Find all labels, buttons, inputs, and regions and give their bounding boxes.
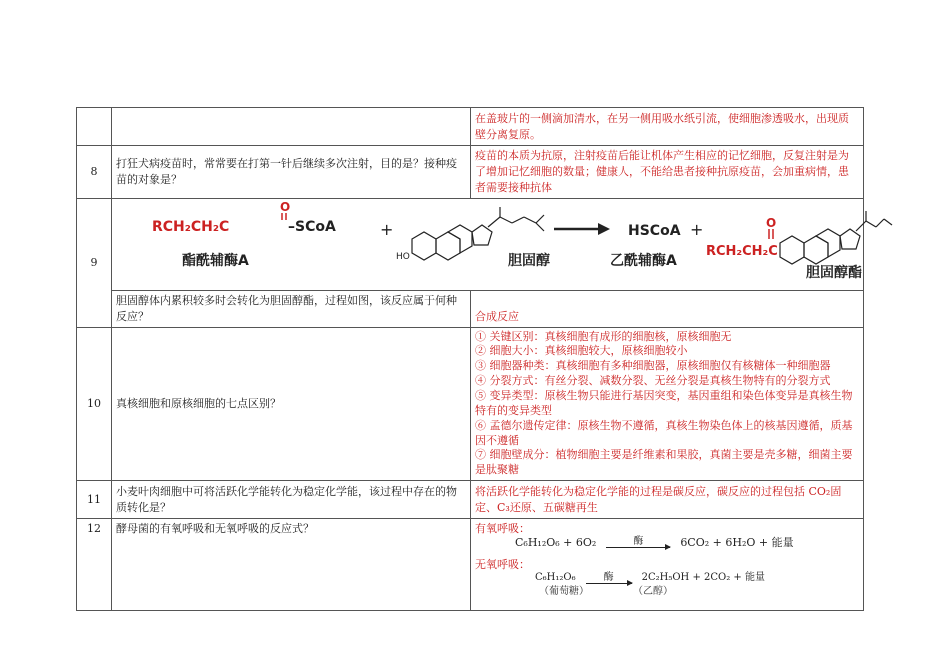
product1-name: 乙酰辅酶A [610, 252, 677, 269]
row-number: 9 [77, 198, 112, 327]
table-row [77, 198, 864, 290]
anaerobic-reactants: C₆H₁₂O₆ [535, 571, 576, 583]
answer-cell: 合成反应 [471, 290, 864, 327]
aerobic-reactants: C₆H₁₂O₆ + 6O₂ [515, 536, 597, 549]
arrow-icon [606, 547, 670, 548]
glucose-note: （葡萄糖） [539, 586, 589, 598]
table-row [77, 327, 864, 480]
enzyme-label: 酶 [603, 571, 614, 583]
qa-table [76, 107, 864, 611]
arrow-icon [586, 583, 632, 584]
row-number: 12 [77, 519, 112, 611]
row-number: 10 [77, 327, 112, 480]
difference-item: ④ 分裂方式：有丝分裂、减数分裂、无丝分裂是真核生物特有的分裂方式 [475, 374, 831, 388]
reactant1-scoa: –SCoA [288, 218, 336, 235]
reaction-arrow-icon [554, 223, 610, 235]
reaction-diagram-cell [112, 198, 864, 290]
question-cell: 酵母菌的有氧呼吸和无氧呼吸的反应式？ [112, 519, 471, 611]
difference-item: ⑥ 孟德尔遗传定律：原核生物不遵循，真核生物染色体上的核基因遵循，质基因不遵循 [475, 418, 853, 447]
enzyme-arrow [606, 537, 670, 548]
answer-cell: 疫苗的本质为抗原，注射疫苗后能让机体产生相应的记忆细胞，反复注射是为了增加记忆细胞的数量；健康人，不能给患者接种抗原疫苗，会加重病情，患者需要接种抗体 [471, 146, 864, 199]
enzyme-label: 酶 [633, 536, 644, 548]
difference-item: ③ 细胞器种类：真核细胞有多种细胞器，原核细胞仅有核糖体一种细胞器 [475, 359, 831, 373]
cholesterol-ester-structure-icon [780, 211, 892, 264]
plus-sign: + [690, 219, 704, 239]
table-row [77, 519, 864, 611]
answer-cell [471, 519, 864, 611]
aerobic-label: 有氧呼吸： [475, 522, 530, 536]
answer-cell: 在盖玻片的一侧滴加清水，在另一侧用吸水纸引流，使细胞渗透吸水，出现质壁分离复原。 [471, 108, 864, 146]
row-number [77, 108, 112, 146]
difference-item: ⑦ 细胞壁成分：植物细胞主要是纤维素和果胶，真菌主要是壳多糖，细菌主要是肽聚糖 [475, 448, 853, 477]
plus-sign: + [380, 219, 394, 239]
reactant1-carbonyl-o: O [280, 199, 291, 214]
question-cell [112, 108, 471, 146]
product2-name: 胆固醇酯 [806, 264, 862, 281]
difference-item: ② 细胞大小：真核细胞较大，原核细胞较小 [475, 344, 688, 358]
product2-formula: RCH₂CH₂C [706, 243, 778, 259]
reactant1-name: 酯酰辅酶A [182, 252, 249, 269]
anaerobic-formula [475, 571, 859, 586]
question-cell: 胆固醇体内累积较多时会转化为胆固醇酯，过程如图，该反应属于何种反应？ [112, 290, 471, 327]
anaerobic-products: 2C₂H₅OH + 2CO₂ + 能量 [641, 571, 765, 583]
question-cell: 打狂犬病疫苗时，常常要在打第一针后继续多次注射，目的是？接种疫苗的对象是？ [112, 146, 471, 199]
cholesterol-esterification-diagram [112, 199, 898, 285]
answer-cell: 将活跃化学能转化为稳定化学能的过程是碳反应，碳反应的过程包括 CO₂固定、C₃还原、五碳糖再生 [471, 481, 864, 519]
anaerobic-label: 无氧呼吸： [475, 557, 530, 571]
question-cell: 真核细胞和原核细胞的七点区别？ [112, 327, 471, 480]
table-row [77, 108, 864, 146]
difference-item: ⑤ 变异类型：原核生物只能进行基因突变，基因重组和染色体变异是真核生物特有的变异类型 [475, 389, 853, 417]
reactant1-formula: RCH₂CH₂C [152, 218, 230, 235]
aerobic-formula [475, 535, 859, 551]
answer-cell [471, 327, 864, 480]
reactant2-name: 胆固醇 [508, 252, 550, 269]
table-row [77, 146, 864, 199]
ethanol-note: （乙醇） [633, 586, 673, 598]
row-number: 11 [77, 481, 112, 519]
enzyme-arrow [586, 573, 632, 584]
question-cell: 小麦叶肉细胞中可将活跃化学能转化为稳定化学能，该过程中存在的物质转化是？ [112, 481, 471, 519]
aerobic-products: 6CO₂ + 6H₂O + 能量 [680, 536, 794, 549]
difference-item: ① 关键区别：真核细胞有成形的细胞核，原核细胞无 [475, 329, 732, 343]
table-row [77, 290, 864, 327]
product2-carbonyl-o: O [766, 215, 777, 230]
hydroxyl-label: HO [396, 251, 410, 262]
table-row [77, 481, 864, 519]
row-number: 8 [77, 146, 112, 199]
product1-formula: HSCoA [628, 222, 681, 239]
anaerobic-notes [475, 585, 859, 600]
